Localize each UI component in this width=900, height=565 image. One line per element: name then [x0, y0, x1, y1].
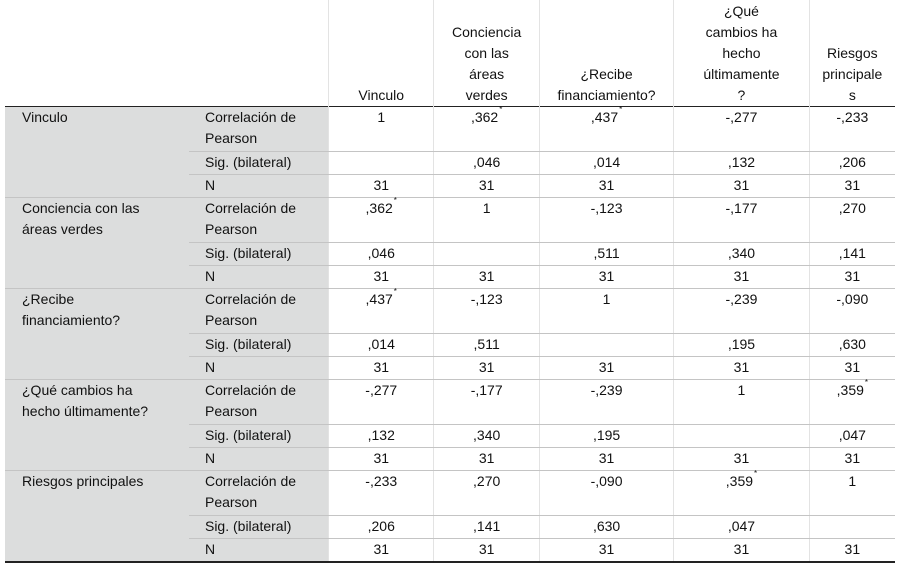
- header-line: ?: [737, 86, 746, 103]
- table-body: [5, 106, 895, 562]
- header-line: s: [848, 86, 856, 103]
- value-text: ,359: [836, 381, 864, 398]
- header-line: Vinculo: [358, 86, 405, 103]
- value-text: 1: [482, 199, 491, 216]
- stat-label-n: N: [189, 174, 329, 197]
- stat-label-line: Correlación de: [204, 108, 297, 125]
- correlation-value: [674, 470, 809, 515]
- correlation-table: [5, 0, 895, 563]
- significance-value: ,046: [329, 242, 434, 265]
- significance-value: ,206: [809, 151, 895, 174]
- value-text: -,233: [365, 472, 398, 489]
- correlation-value: [809, 379, 895, 424]
- stat-label-correlation: [189, 197, 329, 242]
- variable-name-line: áreas verdes: [22, 220, 103, 237]
- value-text: 1: [377, 108, 386, 125]
- value-text: -,090: [836, 290, 869, 307]
- n-value: 31: [539, 356, 673, 379]
- value-text: 1: [737, 381, 746, 398]
- value-text: -,239: [725, 290, 758, 307]
- stat-label-line: Correlación de: [204, 381, 297, 398]
- stat-label-correlation: [189, 379, 329, 424]
- stat-label-sig: Sig. (bilateral): [189, 424, 329, 447]
- correlation-value: [674, 288, 809, 333]
- correlation-value: [329, 470, 434, 515]
- stat-label-line: Pearson: [204, 220, 258, 237]
- table-row: [5, 106, 895, 151]
- significance-value: ,132: [674, 151, 809, 174]
- value-text: ,362: [365, 199, 393, 216]
- n-value: 31: [434, 265, 539, 288]
- significance-value: ,340: [434, 424, 539, 447]
- significance-marker: *: [393, 286, 397, 296]
- stat-label-n: N: [189, 356, 329, 379]
- value-text: -,277: [365, 381, 398, 398]
- n-value: 31: [329, 265, 434, 288]
- significance-value: ,132: [329, 424, 434, 447]
- correlation-value: [434, 197, 539, 242]
- n-value: 31: [809, 538, 895, 562]
- correlation-value: [809, 288, 895, 333]
- stat-label-n: N: [189, 447, 329, 470]
- correlation-value: [539, 106, 673, 151]
- header-line: Conciencia: [452, 23, 522, 40]
- table-row: [5, 288, 895, 333]
- significance-value: ,630: [539, 515, 673, 538]
- column-header-financiamiento: [539, 0, 673, 106]
- column-header-riesgos: [809, 0, 895, 106]
- table-row: [5, 379, 895, 424]
- header-line: con las: [464, 44, 509, 61]
- value-text: ,359: [725, 472, 754, 489]
- stat-label-n: N: [189, 538, 329, 562]
- header-row: [5, 0, 895, 106]
- correlation-value: [434, 379, 539, 424]
- row-variable-label: [5, 106, 189, 197]
- table-row: [5, 470, 895, 515]
- n-value: 31: [809, 265, 895, 288]
- variable-name-line: ¿Recibe: [22, 290, 75, 307]
- significance-value: [329, 151, 434, 174]
- n-value: 31: [434, 538, 539, 562]
- column-header-cambios: [674, 0, 809, 106]
- n-value: 31: [674, 265, 809, 288]
- significance-marker: *: [864, 377, 869, 387]
- variable-name-line: ¿Qué cambios ha: [22, 381, 133, 398]
- header-corner: [5, 0, 189, 106]
- value-text: -,239: [590, 381, 623, 398]
- header-line: ¿Recibe: [580, 65, 633, 82]
- stat-label-sig: Sig. (bilateral): [189, 151, 329, 174]
- variable-name-line: Vinculo: [22, 108, 68, 125]
- stat-label-line: Correlación de: [204, 290, 297, 307]
- significance-value: ,195: [674, 333, 809, 356]
- correlation-value: [329, 379, 434, 424]
- value-text: -,123: [470, 290, 503, 307]
- significance-value: ,014: [329, 333, 434, 356]
- stat-label-sig: Sig. (bilateral): [189, 242, 329, 265]
- stat-label-line: Pearson: [204, 402, 258, 419]
- significance-value: ,046: [434, 151, 539, 174]
- stat-label-line: Correlación de: [204, 472, 297, 489]
- n-value: 31: [809, 447, 895, 470]
- significance-value: [539, 333, 673, 356]
- value-text: -,177: [470, 381, 503, 398]
- n-value: 31: [329, 447, 434, 470]
- stat-label-n: N: [189, 265, 329, 288]
- n-value: 31: [539, 265, 673, 288]
- n-value: 31: [674, 447, 809, 470]
- significance-value: [674, 424, 809, 447]
- row-variable-label: [5, 288, 189, 379]
- value-text: 1: [848, 472, 857, 489]
- significance-marker: *: [499, 104, 503, 114]
- correlation-value: [809, 470, 895, 515]
- n-value: 31: [434, 174, 539, 197]
- significance-value: ,141: [434, 515, 539, 538]
- stat-label-line: Correlación de: [204, 199, 297, 216]
- value-text: -,277: [725, 108, 758, 125]
- table-row: [5, 197, 895, 242]
- correlation-value: [674, 106, 809, 151]
- header-line: financiamiento?: [557, 86, 656, 103]
- column-header-vinculo: [329, 0, 434, 106]
- value-text: ,437: [590, 108, 619, 125]
- correlation-value: [809, 197, 895, 242]
- n-value: 31: [674, 538, 809, 562]
- significance-value: ,141: [809, 242, 895, 265]
- n-value: 31: [539, 447, 673, 470]
- significance-value: ,047: [674, 515, 809, 538]
- n-value: 31: [329, 356, 434, 379]
- header-line: ¿Qué: [723, 2, 759, 19]
- correlation-value: [329, 288, 434, 333]
- significance-value: ,511: [539, 242, 673, 265]
- stat-label-correlation: [189, 470, 329, 515]
- header-line: últimamente: [703, 65, 780, 82]
- stat-label-line: Pearson: [204, 311, 258, 328]
- n-value: 31: [329, 538, 434, 562]
- n-value: 31: [809, 356, 895, 379]
- significance-value: ,195: [539, 424, 673, 447]
- stat-label-sig: Sig. (bilateral): [189, 333, 329, 356]
- header-line: principale: [822, 65, 883, 82]
- significance-value: ,206: [329, 515, 434, 538]
- value-text: ,270: [473, 472, 501, 489]
- row-variable-label: [5, 197, 189, 288]
- n-value: 31: [434, 356, 539, 379]
- header-corner-2: [189, 0, 329, 106]
- value-text: 1: [602, 290, 611, 307]
- n-value: 31: [434, 447, 539, 470]
- n-value: 31: [674, 174, 809, 197]
- stat-label-line: Pearson: [204, 129, 258, 146]
- row-variable-label: [5, 379, 189, 470]
- header-line: cambios ha: [705, 23, 778, 40]
- correlation-value: [539, 197, 673, 242]
- significance-marker: *: [393, 195, 397, 205]
- stat-label-correlation: [189, 288, 329, 333]
- significance-value: ,014: [539, 151, 673, 174]
- correlation-value: [674, 379, 809, 424]
- stat-label-sig: Sig. (bilateral): [189, 515, 329, 538]
- significance-value: [809, 515, 895, 538]
- header-line: verdes: [465, 86, 508, 103]
- n-value: 31: [539, 174, 673, 197]
- significance-value: ,511: [434, 333, 539, 356]
- variable-name-line: Riesgos principales: [22, 472, 144, 489]
- column-header-conciencia: [434, 0, 539, 106]
- value-text: ,362: [470, 108, 499, 125]
- correlation-value: [329, 106, 434, 151]
- significance-marker: *: [754, 468, 758, 478]
- correlation-value: [434, 470, 539, 515]
- value-text: -,123: [590, 199, 623, 216]
- value-text: ,437: [365, 290, 393, 307]
- correlation-value: [539, 379, 673, 424]
- correlation-value: [809, 106, 895, 151]
- correlation-value: [539, 288, 673, 333]
- value-text: -,233: [836, 108, 869, 125]
- significance-value: ,630: [809, 333, 895, 356]
- significance-value: ,047: [809, 424, 895, 447]
- correlation-value: [674, 197, 809, 242]
- significance-value: ,340: [674, 242, 809, 265]
- n-value: 31: [809, 174, 895, 197]
- n-value: 31: [329, 174, 434, 197]
- row-variable-label: [5, 470, 189, 562]
- variable-name-line: Conciencia con las: [22, 199, 140, 216]
- value-text: -,090: [590, 472, 623, 489]
- significance-marker: *: [619, 104, 623, 114]
- header-line: áreas: [469, 65, 505, 82]
- significance-value: [434, 242, 539, 265]
- n-value: 31: [674, 356, 809, 379]
- value-text: ,270: [838, 199, 866, 216]
- variable-name-line: financiamiento?: [22, 311, 121, 328]
- stat-label-correlation: [189, 106, 329, 151]
- correlation-value: [434, 106, 539, 151]
- value-text: -,177: [725, 199, 758, 216]
- header-line: hecho: [722, 44, 761, 61]
- variable-name-line: hecho últimamente?: [22, 402, 149, 419]
- stat-label-line: Pearson: [204, 493, 258, 510]
- correlation-value: [539, 470, 673, 515]
- correlation-value: [329, 197, 434, 242]
- n-value: 31: [539, 538, 673, 562]
- header-line: Riesgos: [827, 44, 878, 61]
- correlation-value: [434, 288, 539, 333]
